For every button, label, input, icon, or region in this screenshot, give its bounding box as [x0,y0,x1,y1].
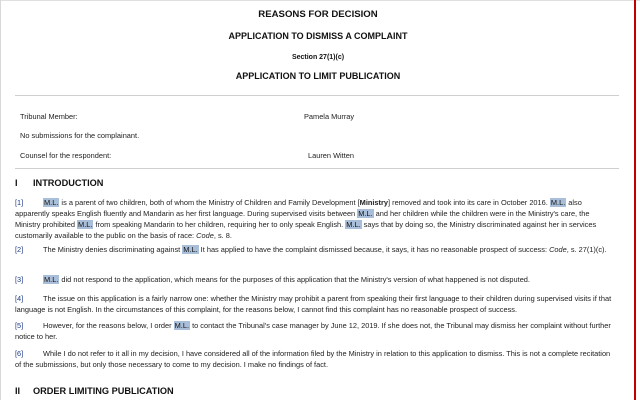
code-reference: Code [196,231,214,240]
counsel-label: Counsel for the respondent: [20,151,112,160]
paragraph-number: [5] [15,321,24,330]
paragraph-text: did not respond to the application, which means for the purposes of this application that the Ministry's version of what happened is not disputed. [59,275,530,284]
paragraph-text: says that by doing so, the Ministry discriminated against her in services customarily available to the public on the basis of race: [15,220,597,240]
document-subtitle: APPLICATION TO DISMISS A COMPLAINT [228,31,408,41]
paragraph-text: , s. 8. [213,231,232,240]
paragraph-text: , s. 27(1)(c). [566,245,607,254]
document-subtitle-2: APPLICATION TO LIMIT PUBLICATION [235,71,401,81]
tribunal-member-value: Pamela Murray [304,112,355,121]
section-heading [15,386,174,396]
section-number: II [15,386,21,396]
section-title: INTRODUCTION [33,178,104,188]
name-highlight: M.L. [174,321,190,330]
divider [15,168,619,169]
name-highlight: M.L. [550,198,566,207]
divider [15,95,619,96]
paragraph-number: [6] [15,349,24,358]
paragraph-number: [4] [15,294,24,303]
name-highlight: M.L. [183,245,198,254]
section-reference: Section 27(1)(c) [291,54,345,61]
paragraph-number: [1] [15,198,24,207]
section-title: ORDER LIMITING PUBLICATION [33,386,174,396]
paragraph-number: [2] [15,245,24,254]
paragraph-text: also apparently speaks English fluently and Mandarin as her first language. During supervised visits between [15,198,582,218]
paragraph-4 [15,293,615,315]
document-page [12,0,624,400]
defined-term: Ministry [359,198,388,207]
name-highlight: M.L. [346,220,361,229]
paragraph-text: is a parent of two children, both of whom the Ministry of Children and Family Development [ [59,198,360,207]
paragraph-text: to contact the Tribunal's case manager by June 12, 2019. If she does not, the Tribunal may dismiss her complaint without further notice to her. [15,321,611,341]
section-heading [15,178,103,188]
paragraph-2 [15,244,615,255]
paragraph-text: ] removed and took into its care in October 2016. [388,198,550,207]
paragraph-text: The issue on this application is a fairly narrow one: whether the Ministry may prohibit a parent from speaking their first language to their children during supervised visits if that language is not English. In the circumstances of this complaint, for the reasons below, I cannot find this complaint has no reasonable prospect of success. [15,294,612,314]
name-highlight: M.L. [78,220,93,229]
document-title: REASONS FOR DECISION [258,9,378,20]
paragraph-6 [15,348,615,370]
paragraph-1 [15,197,615,241]
paragraph-number: [3] [15,275,24,284]
paragraph-text: While I do not refer to it all in my decision, I have considered all of the information filed by the Ministry in relation to this application to dismiss. This is not a complete recitation of the submissions, but only those necessary to come to my decision. I make no findings of fact. [15,349,611,369]
paragraph-5 [15,320,615,342]
code-reference: Code [549,245,567,254]
paragraph-text: However, for the reasons below, I order [43,321,174,330]
paragraph-text: from speaking Mandarin to her children, requiring her to only speak English. [93,220,346,229]
paragraph-text: The Ministry denies discriminating against [43,245,183,254]
name-highlight: M.L. [358,209,373,218]
paragraph-text: It has applied to have the complaint dismissed because, it says, it has no reasonable prospect of success: [198,245,550,254]
counsel-value: Lauren Witten [308,151,355,160]
name-highlight: M.L. [44,275,59,284]
name-highlight: M.L. [44,198,59,207]
paragraph-text: and her children while the children were in the Ministry's care, the Ministry prohibited [15,209,590,229]
complainant-note: No submissions for the complainant. [20,131,140,140]
paragraph-3 [15,274,615,285]
tribunal-member-label: Tribunal Member: [20,112,78,121]
section-number: I [15,178,18,188]
